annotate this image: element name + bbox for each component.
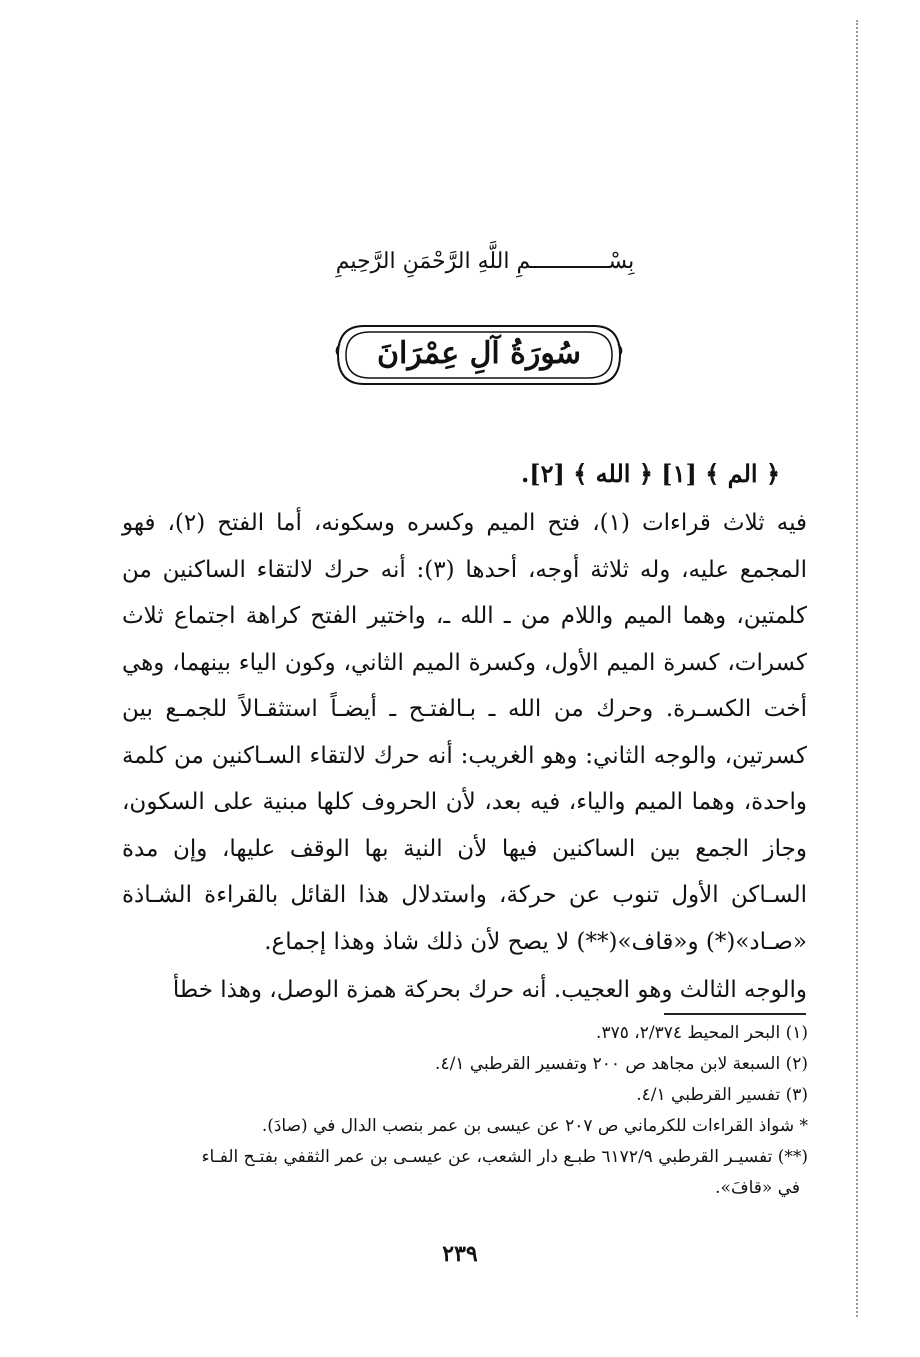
verse-heading: ﴿ الم ﴾ [١] ﴿ الله ﴾ [٢].	[520, 459, 780, 488]
page-number: ٢٣٩	[442, 1241, 478, 1267]
footnotes	[160, 1018, 808, 1204]
scan-edge-dots	[854, 20, 858, 1317]
main-text	[122, 500, 807, 1014]
footnote-1: (١) البحر المحيط ٢/٣٧٤، ٣٧٥.	[596, 1023, 808, 1043]
footnote-double-star: (**) تفسيـر القرطبي ٦١٧٢/٩ طبـع دار الشعب، عن عيسـى بن عمر الثقفي بفتـح الفـاء	[201, 1147, 808, 1167]
surah-title-frame	[334, 322, 624, 388]
footnote-star: * شواذ القراءات للكرماني ص ٢٠٧ عن عيسى بن عمر بنصب الدال في (صادَ).	[261, 1116, 808, 1136]
basmala: بِسْــــــــــــمِ اللَّهِ الرَّحْمَنِ الرَّحِيمِ	[335, 249, 635, 274]
paragraph-2: والوجه الثالث وهو العجيب. أنه حرك بحركة همزة الوصل، وهذا خطأ	[172, 977, 807, 1003]
footnote-2: (٢) السبعة لابن مجاهد ص ٢٠٠ وتفسير القرطبي ٤/١.	[435, 1054, 808, 1074]
paragraph-1: فيه ثلاث قراءات (١)، فتح الميم وكسره وسكونه، أما الفتح (٢)، فهو المجمع عليه، وله ثلاثة أوجه، أحدها (٣): أنه حرك لالتقاء الساكنين من كلمتين، وهما الميم واللام من ـ الله ـ، واختير الفتح كراهة اجتماع ثلاث كسرات، كسرة الميم الأول، وكسرة الميم الثاني، وكون الياء بينهما، وهي أخت الكسـرة. وحرك من الله ـ بـالفتـح ـ أيضـاً استثقـالاً للجمـع بين كسرتين، والوجه الثاني: وهو الغريب: أنه حرك لالتقاء السـاكنين من كلمة واحدة، وهما الميم والياء، فيه بعد، لأن الحروف كلها مبنية على السكون، وجاز الجمع بين الساكنين فيها لأن النية بها الوقف عليها، وإن مدة السـاكن الأول تنوب عن حركة، واستدلال هذا القائل بالقراءة الشـاذة «صـاد»(*) و«قاف»(**) لا يصح لأن ذلك شاذ وهذا إجماع.	[122, 510, 808, 955]
surah-title: سُورَةُ آلِ عِمْرَانَ	[376, 336, 582, 371]
footnote-double-star-continued: في «قافَ».	[715, 1178, 800, 1198]
footnote-3: (٣) تفسير القرطبي ٤/١.	[636, 1085, 808, 1105]
footnote-separator	[664, 1013, 806, 1015]
